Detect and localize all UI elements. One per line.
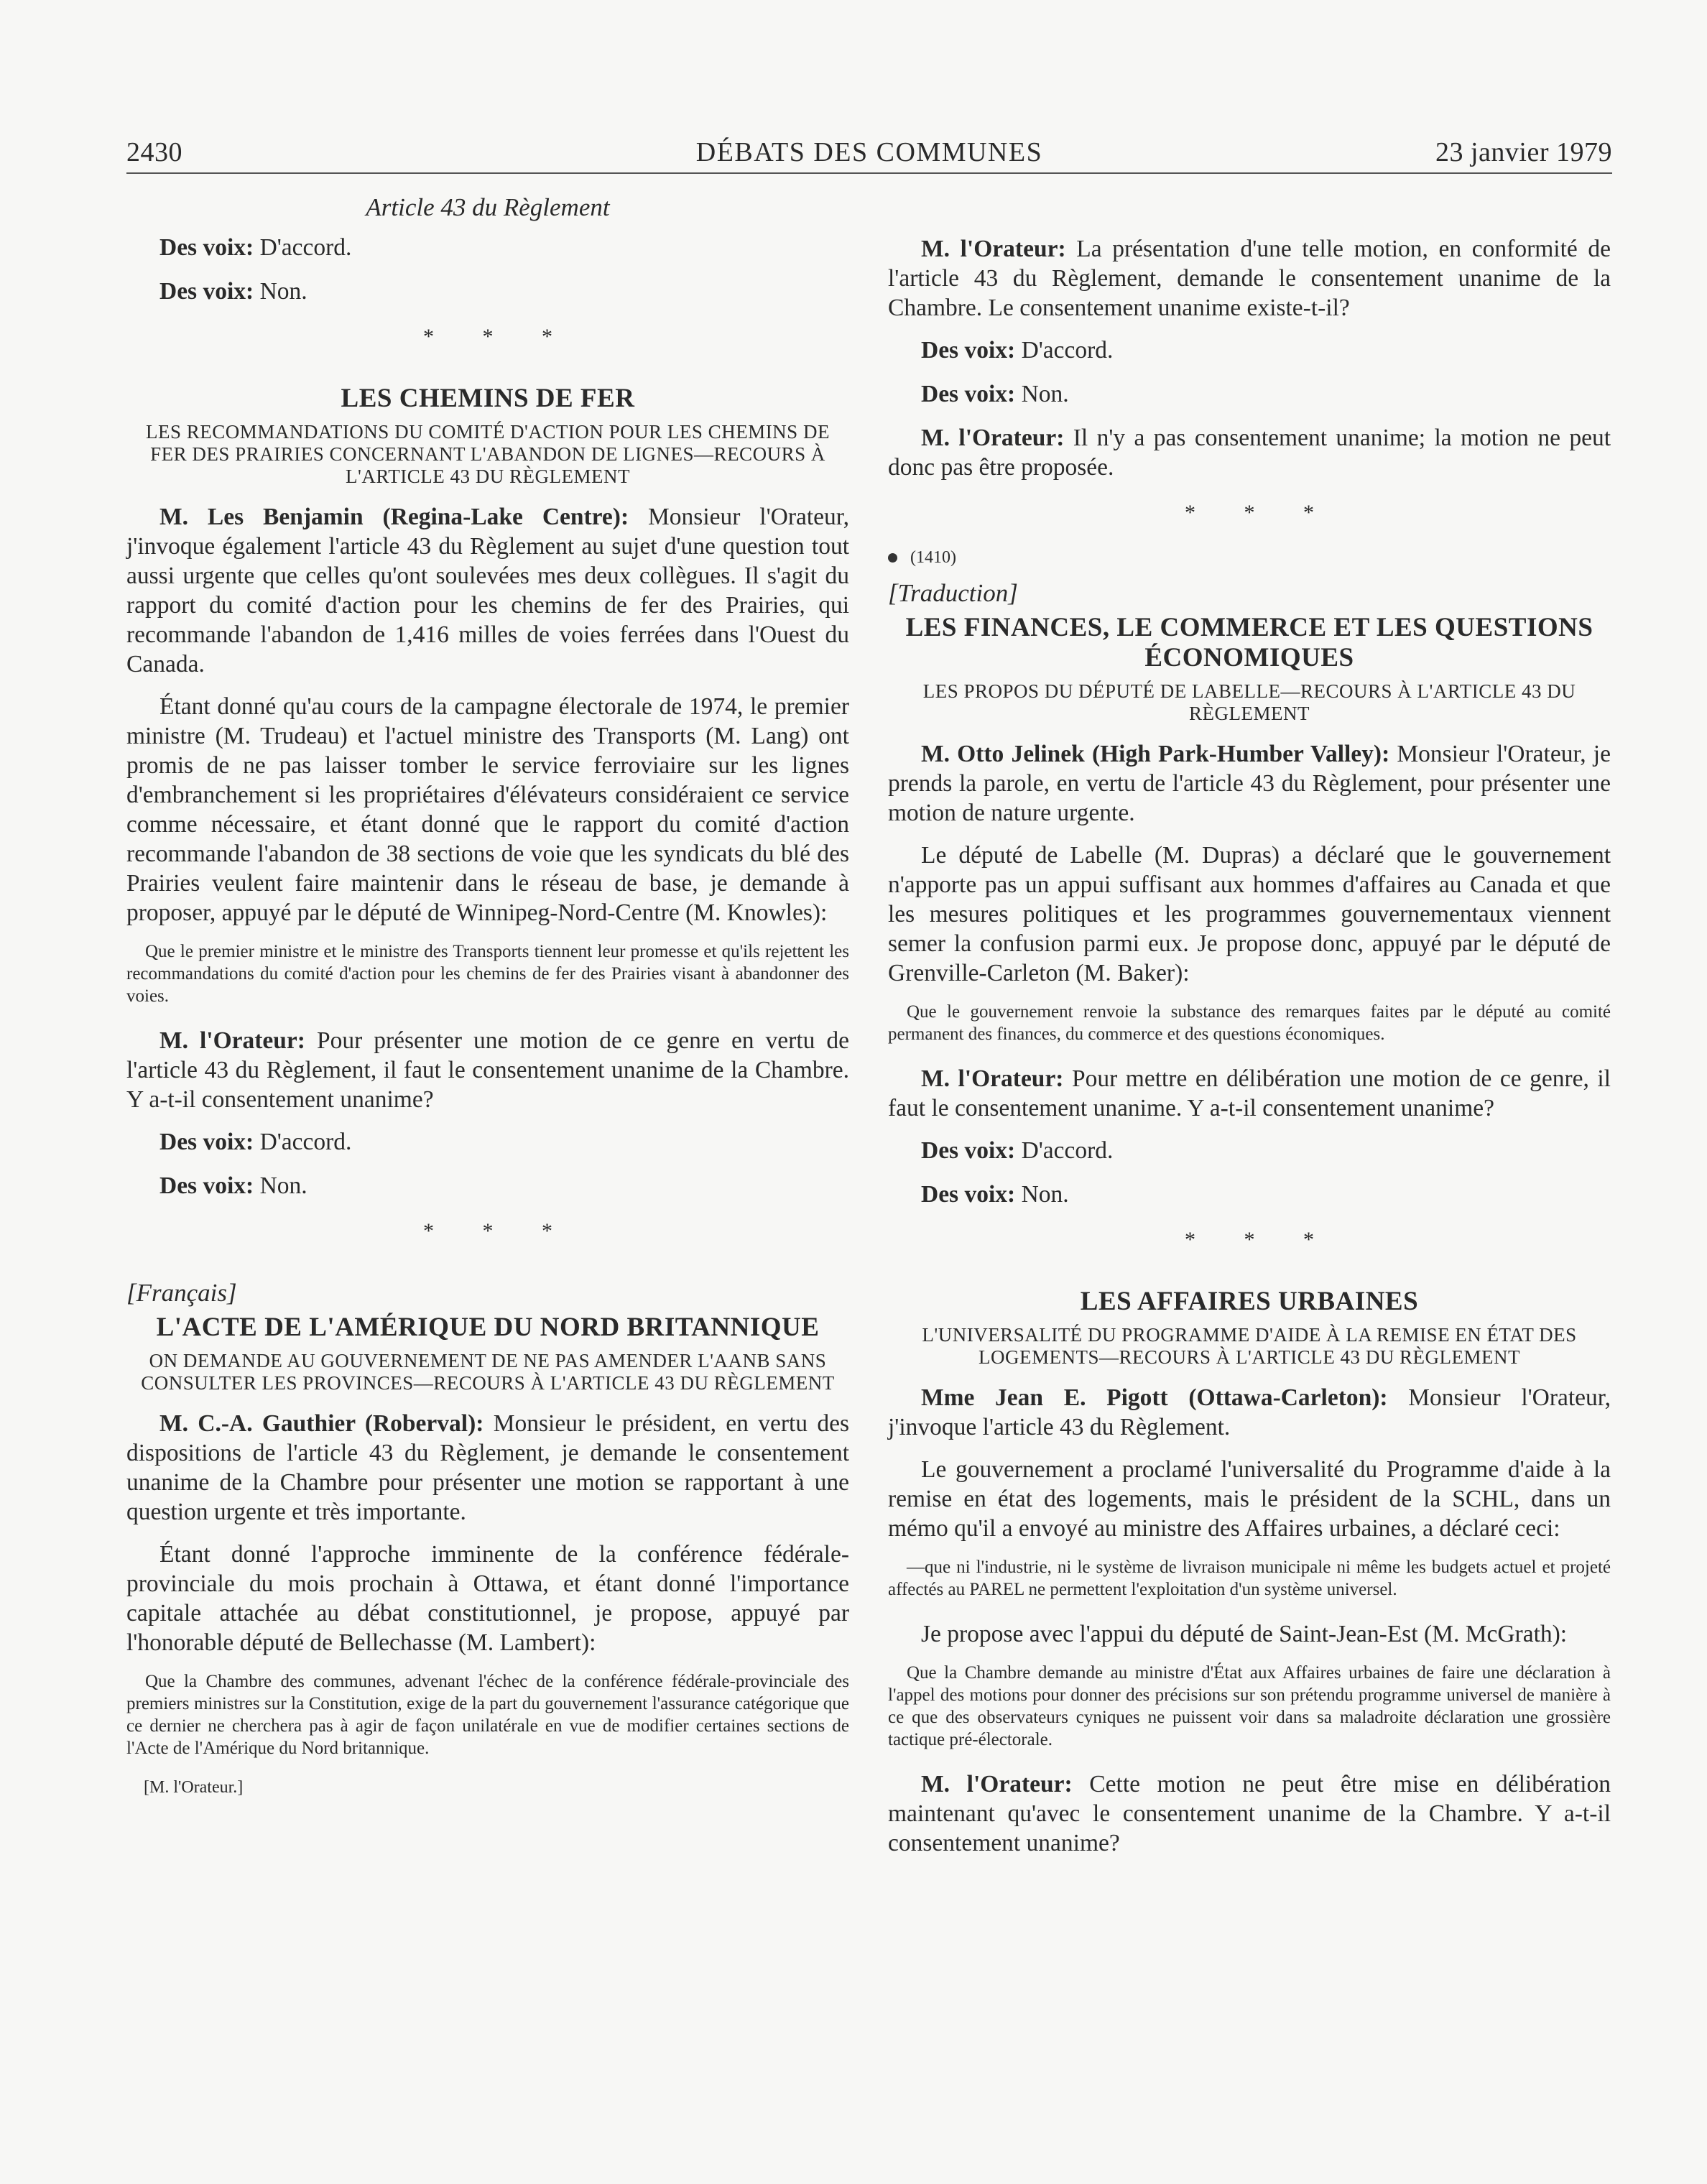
speaker: Des voix: — [921, 1181, 1016, 1208]
speech-paragraph: Étant donné qu'au cours de la campagne électorale de 1974, le premier ministre (M. Trudeau) et l'actuel ministre des Transports (M. Lang) ont promis de ne pas laisser tomber le service ferroviaire sur les lignes d'embranchement si les propriétaires d'élévateurs considéraient ce service comme nécessaire, et étant donné que le rapport du comité d'action recommande l'abandon de 38 sections de voie que les syndicats du blé des Prairies veulent faire maintenir dans le réseau de base, je demande à proposer, appuyé par le député de Winnipeg-Nord-Centre (M. Knowles): — [126, 693, 849, 926]
section-title: L'ACTE DE L'AMÉRIQUE DU NORD BRITANNIQUE — [156, 1313, 820, 1342]
exchange: Des voix: Non. — [159, 278, 307, 305]
speaker: M. l'Orateur: — [921, 1771, 1073, 1797]
exchange: Des voix: Non. — [921, 1181, 1069, 1208]
speaker: M. l'Orateur: — [921, 425, 1065, 451]
bullet-icon — [888, 553, 897, 563]
speaker: Des voix: — [159, 234, 254, 261]
attribution: [M. l'Orateur.] — [144, 1778, 244, 1797]
speaker: M. C.-A. Gauthier (Roberval): — [159, 1410, 484, 1437]
quoted-memo: —que ni l'industrie, ni le système de livraison municipale ni même les budgets actuel et projeté affectés au PAREL ne permettent l'exploitation d'un système universel. — [888, 1558, 1611, 1599]
speech-paragraph: M. C.-A. Gauthier (Roberval): Monsieur le président, en vertu des dispositions de l'article 43 du Règlement, je demande le consentement unanime de la Chambre pour présenter une motion se rapportant à une question urgente et très importante. — [126, 1410, 849, 1525]
section-subtitle: LES PROPOS DU DÉPUTÉ DE LABELLE—RECOURS À L'ARTICLE 43 DU RÈGLEMENT — [922, 680, 1576, 724]
section-separator: * * * — [423, 325, 574, 348]
speaker: Des voix: — [921, 1137, 1016, 1164]
exchange: Des voix: Non. — [921, 381, 1069, 407]
publication-title: DÉBATS DES COMMUNES — [695, 137, 1043, 167]
speaker: M. l'Orateur: — [921, 1065, 1064, 1092]
exchange: Des voix: D'accord. — [159, 234, 352, 261]
subheading: Article 43 du Règlement — [366, 193, 610, 221]
motion-text: Que la Chambre demande au ministre d'État aux Affaires urbaines de faire une déclaration à l'appel des motions pour donner des précisions sur son prétendu programme universel de manière à ce que des observateurs cyniques ne puissent voir dans sa maladroite déclaration une grossière tactique pré-électorale. — [888, 1663, 1611, 1749]
language-tag: [Traduction] — [888, 579, 1018, 607]
section-subtitle: L'UNIVERSALITÉ DU PROGRAMME D'AIDE À LA REMISE EN ÉTAT DES LOGEMENTS—RECOURS À L'ARTICLE 43 DU RÈGLEMENT — [922, 1324, 1577, 1368]
left-column — [126, 193, 849, 1797]
section-separator: * * * — [423, 1219, 574, 1243]
speaker: Des voix: — [921, 381, 1016, 407]
speech-paragraph: M. l'Orateur: Cette motion ne peut être mise en délibération maintenant qu'avec le consentement unanime de la Chambre. Y a-t-il consentement unanime? — [888, 1771, 1611, 1856]
speaker: Des voix: — [159, 278, 254, 305]
speaker: M. l'Orateur: — [159, 1027, 305, 1054]
page-header — [126, 136, 1612, 174]
speech-paragraph: M. Les Benjamin (Regina-Lake Centre): Monsieur l'Orateur, j'invoque également l'article 43 du Règlement au sujet d'une question tout aussi urgente que celles qu'ont soulevées mes deux collègues. Il s'agit du rapport du comité d'action pour les chemins de fer des Prairies, qui recommande l'abandon de 1,416 milles de voies ferrées dans l'Ouest du Canada. — [126, 504, 849, 677]
speech-paragraph: Mme Jean E. Pigott (Ottawa-Carleton): Monsieur l'Orateur, j'invoque l'article 43 du Règlement. — [888, 1384, 1611, 1440]
right-column — [888, 193, 1611, 1871]
section-separator: * * * — [1185, 501, 1336, 524]
exchange: Des voix: D'accord. — [159, 1129, 352, 1155]
speech-paragraph: M. Otto Jelinek (High Park-Humber Valley): Monsieur l'Orateur, je prends la parole, en vertu de l'article 43 du Règlement, pour présenter une motion de nature urgente. — [888, 741, 1611, 826]
speaker: Des voix: — [921, 337, 1016, 364]
motion-text: Que le premier ministre et le ministre des Transports tiennent leur promesse et qu'ils rejettent les recommandations du comité d'action pour les chemins de fer des Prairies visant à abandonner des voies. — [126, 942, 849, 1006]
language-tag: [Français] — [126, 1279, 237, 1307]
motion-text: Que le gouvernement renvoie la substance des remarques faites par le député au comité permanent des finances, du commerce et des questions économiques. — [888, 1002, 1611, 1044]
page-date: 23 janvier 1979 — [1435, 137, 1612, 167]
speaker: M. Otto Jelinek (High Park-Humber Valley): — [921, 741, 1390, 767]
speaker: M. Les Benjamin (Regina-Lake Centre): — [159, 504, 629, 530]
timecode: (1410) — [888, 547, 1611, 568]
exchange: Des voix: D'accord. — [921, 1137, 1114, 1164]
section-title: LES FINANCES, LE COMMERCE ET LES QUESTIONS ÉCONOMIQUES — [905, 613, 1593, 672]
speech-paragraph: Le député de Labelle (M. Dupras) a déclaré que le gouvernement n'apporte pas un appui suffisant aux hommes d'affaires au Canada et que les mesures politiques et les programmes gouvernementaux viennent semer la confusion parmi eux. Je propose donc, appuyé par le député de Grenville-Carleton (M. Baker): — [888, 842, 1611, 986]
section-separator: * * * — [1185, 1228, 1336, 1251]
section-subtitle: LES RECOMMANDATIONS DU COMITÉ D'ACTION POUR LES CHEMINS DE FER DES PRAIRIES CONCERNANT L'ABANDON DE LIGNES—RECOURS À L'ARTICLE 43 DU RÈGLEMENT — [146, 421, 830, 487]
speech-paragraph: Étant donné l'approche imminente de la conférence fédérale-provinciale du mois prochain à Ottawa, et étant donné l'importance capitale attachée au débat constitutionnel, je propose, appuyé par l'honorable député de Bellechasse (M. Lambert): — [126, 1541, 849, 1656]
section-title: LES AFFAIRES URBAINES — [1080, 1287, 1419, 1316]
page-number: 2430 — [126, 137, 182, 167]
speech-paragraph: M. l'Orateur: Il n'y a pas consentement unanime; la motion ne peut donc pas être proposée. — [888, 425, 1611, 481]
exchange: Des voix: Non. — [159, 1172, 307, 1199]
speaker: Des voix: — [159, 1172, 254, 1199]
speech-paragraph: M. l'Orateur: Pour présenter une motion de ce genre en vertu de l'article 43 du Règlement, il faut le consentement unanime de la Chambre. Y a-t-il consentement unanime? — [126, 1027, 849, 1113]
section-title: LES CHEMINS DE FER — [341, 384, 635, 413]
speaker: Des voix: — [159, 1129, 254, 1155]
speech-paragraph: M. l'Orateur: La présentation d'une telle motion, en conformité de l'article 43 du Règlement, demande le consentement unanime de la Chambre. Le consentement unanime existe-t-il? — [888, 236, 1611, 321]
section-subtitle: ON DEMANDE AU GOUVERNEMENT DE NE PAS AMENDER L'AANB SANS CONSULTER LES PROVINCES—RECOURS À L'ARTICLE 43 DU RÈGLEMENT — [141, 1350, 835, 1394]
speaker: Mme Jean E. Pigott (Ottawa-Carleton): — [921, 1384, 1388, 1411]
speech-paragraph: Je propose avec l'appui du député de Saint-Jean-Est (M. McGrath): — [921, 1621, 1568, 1647]
exchange: Des voix: D'accord. — [921, 337, 1114, 364]
speech-paragraph: Le gouvernement a proclamé l'universalité du Programme d'aide à la remise en état des logements, mais le président de la SCHL, dans un mémo qu'il a envoyé au ministre des Affaires urbaines, a déclaré ceci: — [888, 1456, 1611, 1542]
speech-paragraph: M. l'Orateur: Pour mettre en délibération une motion de ce genre, il faut le consentement unanime. Y a-t-il consentement unanime? — [888, 1065, 1611, 1121]
speaker: M. l'Orateur: — [921, 236, 1066, 262]
motion-text: Que la Chambre des communes, advenant l'échec de la conférence fédérale-provinciale des premiers ministres sur la Constitution, exige de la part du gouvernement l'assurance catégorique que ce dernier ne cherchera pas à agir de façon unilatérale en vue de modifier certaines sections de l'Acte de l'Amérique du Nord britannique. — [126, 1672, 849, 1758]
